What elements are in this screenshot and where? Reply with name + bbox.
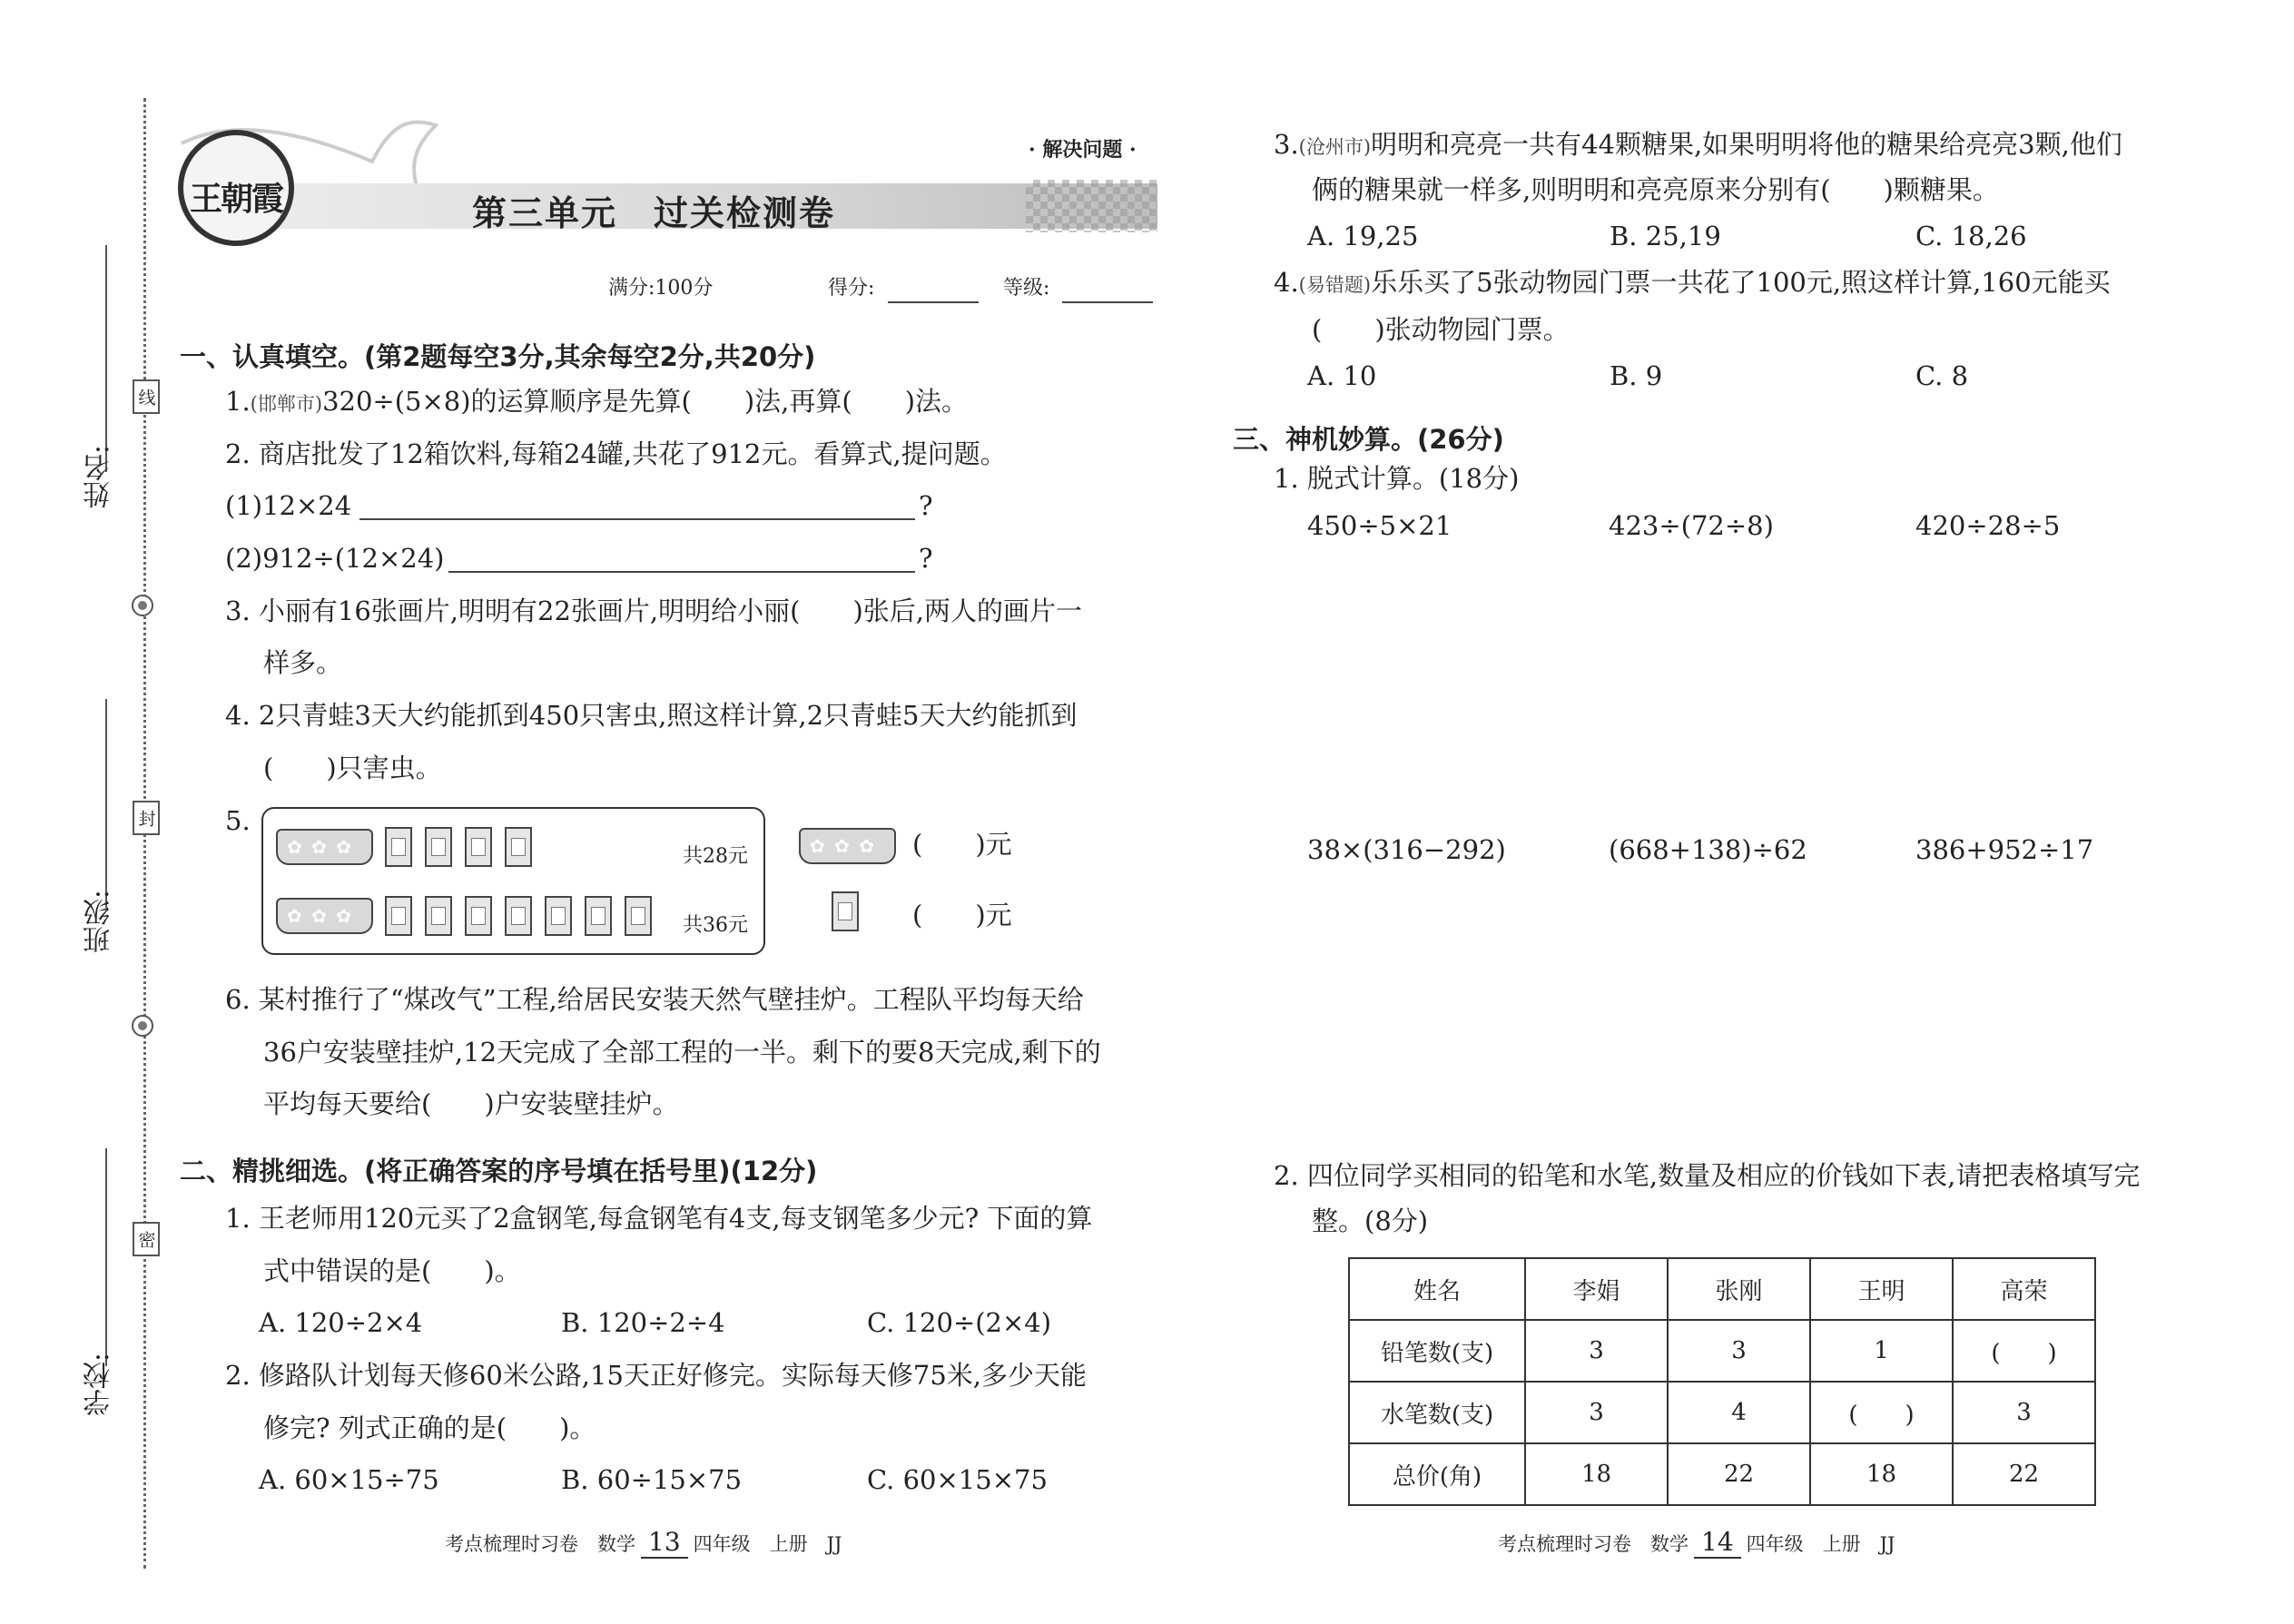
table-cell: 22 [1668,1443,1810,1505]
choice-option-c[interactable]: C. 60×15×75 [867,1464,1048,1495]
choice-option-c[interactable]: C. 18,26 [1915,221,2027,251]
table-header-cell: 姓名 [1349,1258,1525,1320]
q-text: 320÷(5×8)的运算顺序是先算( )法,再算( )法。 [322,386,969,417]
table-blank-cell[interactable]: ( ) [1810,1382,1953,1443]
calc-expression: 450÷5×21 [1307,510,1452,541]
full-score: 满分:100分 [608,277,714,300]
publisher-logo: 王朝霞 [178,130,294,246]
fill-q2-part-a: (1)12×24 [225,490,352,521]
footer-book: 考点梳理时习卷 数学 [1498,1533,1689,1555]
pen-box-icon [276,898,373,934]
fill-q2-part-b: (2)912÷(12×24) [225,543,445,574]
page-number: 13 [641,1527,688,1559]
choice-option-b[interactable]: B. 25,19 [1610,221,1721,251]
pencil-pack-icon [585,896,612,936]
table-row [1349,1443,2095,1505]
choice-option-c[interactable]: C. 8 [1915,360,1969,391]
school-label: 学校: [84,1353,115,1417]
answer-line[interactable] [359,495,915,520]
row-label: 铅笔数(支) [1349,1320,1525,1382]
table-header-cell: 张刚 [1668,1258,1810,1320]
table-header-cell: 李娟 [1525,1258,1668,1320]
choice-q1-line1: 1. 王老师用120元买了2盒钢笔,每盒钢笔有4支,每支钢笔多少元? 下面的算 [225,1203,1093,1234]
total-36: 共36元 [683,914,748,937]
table-cell: 18 [1525,1443,1668,1505]
pencil-pack-icon [425,896,452,936]
topic-label: · 解决问题 · [1029,138,1137,162]
choice-option-a[interactable]: A. 60×15÷75 [259,1464,439,1495]
table-row [1349,1320,2095,1382]
fill-q6-line2: 36户安装壁挂炉,12天完成了全部工程的一半。剩下的要8天完成,剩下的 [263,1037,1101,1068]
right-footer [1498,1527,1895,1559]
binding-hole-icon [132,1015,153,1037]
choice-q2-line2: 修完? 列式正确的是( )。 [263,1412,596,1443]
calc-expression: (668+138)÷62 [1609,834,1807,865]
table-cell: 3 [1668,1320,1810,1382]
choice-q2-line1: 2. 修路队计划每天修60米公路,15天正好修完。实际每天修75米,多少天能 [225,1360,1088,1391]
footer-grade: 四年级 上册 JJ [693,1533,842,1555]
pencil-pack-icon [385,896,412,936]
calc-title: 1. 脱式计算。(18分) [1274,463,1520,494]
source-tag: (邯郸市) [250,393,323,415]
fill-q2: 2. 商店批发了12箱饮料,每箱24罐,共花了912元。看算式,提问题。 [225,438,1007,469]
calc-expression: 386+952÷17 [1915,834,2094,865]
choice-option-a[interactable]: A. 19,25 [1307,221,1419,251]
footer-grade: 四年级 上册 JJ [1746,1533,1895,1555]
fill-q5-number: 5. [225,805,251,836]
table-cell: 22 [1953,1443,2095,1505]
pencil-pack-icon [505,827,532,867]
choice-option-b[interactable]: B. 60÷15×75 [561,1464,743,1495]
pencil-pack-icon [385,827,412,867]
choice-option-a[interactable]: A. 10 [1307,360,1377,391]
pencil-pack-icon [625,896,652,936]
choice-q4-line1 [1274,267,2111,298]
fill-q3-line1: 3. 小丽有16张画片,明明有22张画片,明明给小丽( )张后,两人的画片一 [225,595,1082,626]
calc-expression: 38×(316−292) [1307,834,1506,865]
section-3-heading: 三、神机妙算。(26分) [1233,424,1504,455]
class-label: 班级: [84,890,115,954]
seal-char-xian: 线 [133,379,160,414]
class-underline [105,699,107,908]
name-underline [105,245,107,472]
score-label: 得分: [828,277,875,300]
answer-line[interactable] [448,547,915,573]
pen-box-icon [276,829,373,865]
pencil-pack-icon [505,896,532,936]
seal-char-mi: 密 [133,1222,160,1256]
row-label: 总价(角) [1349,1443,1525,1505]
choice-option-c[interactable]: C. 120÷(2×4) [867,1307,1052,1338]
footer-book: 考点梳理时习卷 数学 [445,1533,635,1555]
left-footer [445,1527,842,1559]
pen-box-icon [799,828,896,864]
table-cell: 3 [1953,1382,2095,1443]
school-underline [105,1148,107,1366]
q-number: 3. [1274,129,1299,160]
q-number: 4. [1274,267,1299,298]
grade-blank[interactable] [1062,278,1153,303]
table-question-line1: 2. 四位同学买相同的铅笔和水笔,数量及相应的价钱如下表,请把表格填写完 [1274,1160,2141,1191]
pencil-pack-icon [832,891,859,931]
choice-option-a[interactable]: A. 120÷2×4 [259,1307,423,1338]
choice-q3-line1 [1274,129,2122,160]
seal-char-feng: 封 [133,801,160,835]
checker-decoration [1026,180,1157,232]
section-2-heading: 二、精挑细选。(将正确答案的序号填在括号里)(12分) [180,1156,818,1186]
source-tag: (沧州市) [1298,136,1372,158]
calc-expression: 420÷28÷5 [1915,510,2061,541]
choice-option-b[interactable]: B. 120÷2÷4 [561,1307,725,1338]
table-cell: 3 [1525,1382,1668,1443]
page-number: 14 [1694,1527,1741,1559]
q-text: 乐乐买了5张动物园门票一共花了100元,照这样计算,160元能买 [1371,267,2111,298]
table-question-line2: 整。(8分) [1312,1206,1429,1236]
choice-option-b[interactable]: B. 9 [1610,360,1663,391]
name-label: 姓名: [84,445,115,509]
question-mark: ? [919,490,933,521]
section-1-heading: 一、认真填空。(第2题每空3分,其余每空2分,共20分) [180,341,816,372]
q-number: 1. [225,386,251,417]
table-header-cell: 王明 [1810,1258,1953,1320]
table-blank-cell[interactable]: ( ) [1953,1320,2095,1382]
pencil-pack-icon [425,827,452,867]
table-row [1349,1382,2095,1443]
fill-q1 [225,386,969,417]
fill-q6-line3: 平均每天要给( )户安装壁挂炉。 [263,1088,679,1119]
table-header-cell: 高荣 [1953,1258,2095,1320]
table-row [1349,1258,2095,1320]
fill-q4-line2: ( )只害虫。 [263,753,442,783]
price-table [1348,1257,2096,1506]
pencil-pack-icon [465,827,492,867]
calc-expression: 423÷(72÷8) [1609,510,1774,541]
binding-hole-icon [132,595,153,616]
source-tag: (易错题) [1298,274,1372,296]
fill-q4-line1: 4. 2只青蛙3天大约能抓到450只害虫,照这样计算,2只青蛙5天大约能抓到 [225,700,1078,731]
choice-q1-line2: 式中错误的是( )。 [263,1255,521,1286]
q-text: 明明和亮亮一共有44颗糖果,如果明明将他的糖果给亮亮3颗,他们 [1371,129,2122,160]
question-mark: ? [919,543,933,574]
pencil-pack-icon [465,896,492,936]
fill-q3-line2: 样多。 [263,647,343,678]
pen-box-price-blank[interactable]: ( )元 [912,829,1012,860]
table-cell: 18 [1810,1443,1953,1505]
pencil-pack-icon [545,896,572,936]
page-title: 第三单元 过关检测卷 [472,193,836,233]
score-blank[interactable] [888,278,979,303]
table-cell: 3 [1525,1320,1668,1382]
table-cell: 4 [1668,1382,1810,1443]
pencil-pack-price-blank[interactable]: ( )元 [912,900,1012,930]
grade-label: 等级: [1003,277,1050,300]
total-28: 共28元 [683,845,748,868]
choice-q3-line2: 俩的糖果就一样多,则明明和亮亮原来分别有( )颗糖果。 [1312,174,1999,205]
choice-q4-line2: ( )张动物园门票。 [1312,314,1570,345]
row-label: 水笔数(支) [1349,1382,1525,1443]
q5-picture-panel [261,807,765,955]
table-cell: 1 [1810,1320,1953,1382]
fill-q6-line1: 6. 某村推行了“煤改气”工程,给居民安装天然气壁挂炉。工程队平均每天给 [225,984,1084,1015]
